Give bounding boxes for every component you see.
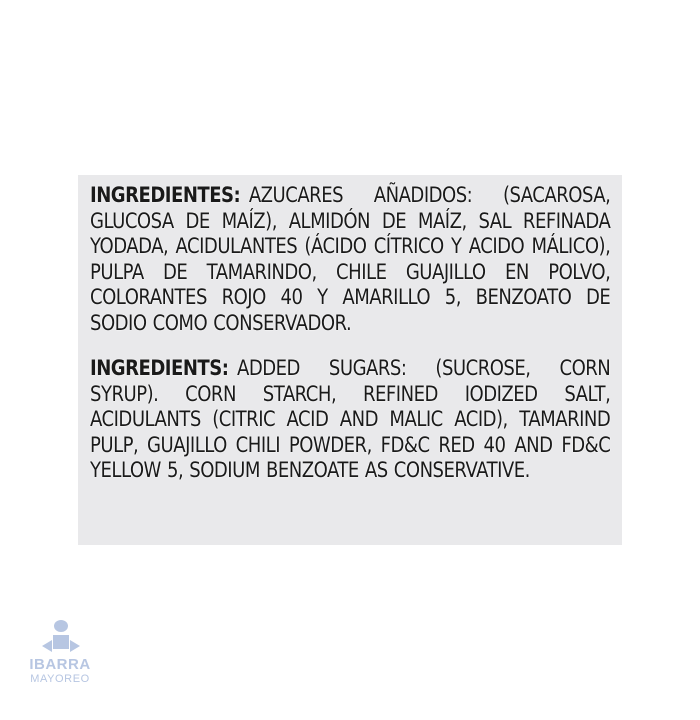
ingredients-english (90, 356, 610, 484)
ibarra-mayoreo-logo (20, 620, 100, 690)
ingredients-english-label: INGREDIENTS: (90, 356, 229, 380)
person-icon (42, 620, 80, 652)
ingredients-panel (78, 175, 622, 545)
ingredients-english-text: ADDED SUGARS: (SUCROSE, CORN SYRUP). CORN STARCH, REFINED IODIZED SALT, ACIDULANTS (CITRIC ACID AND MALIC ACID), TAMARIND PULP, GUAJILLO CHILI POWDER, FD&C RED 40 AND FD&C YELLOW 5, SODIUM BENZOATE AS CONSERVATIVE. (90, 356, 611, 482)
logo-subtitle: MAYOREO (30, 673, 90, 685)
ingredients-spanish-text: AZUCARES AÑADIDOS: (SACAROSA, GLUCOSA DE MAÍZ), ALMIDÓN DE MAÍZ, SAL REFINADA YODADA, ACIDULANTES (ÁCIDO CÍTRICO Y ACIDO MÁLICO), PULPA DE TAMARINDO, CHILE GUAJILLO EN POLVO, COLORANTES ROJO 40 Y AMARILLO 5, BENZOATO DE SODIO COMO CONSERVADOR. (90, 183, 611, 335)
logo-name: IBARRA (29, 656, 91, 673)
ingredients-spanish-label: INGREDIENTES: (90, 183, 241, 207)
ingredients-spanish (90, 183, 610, 336)
